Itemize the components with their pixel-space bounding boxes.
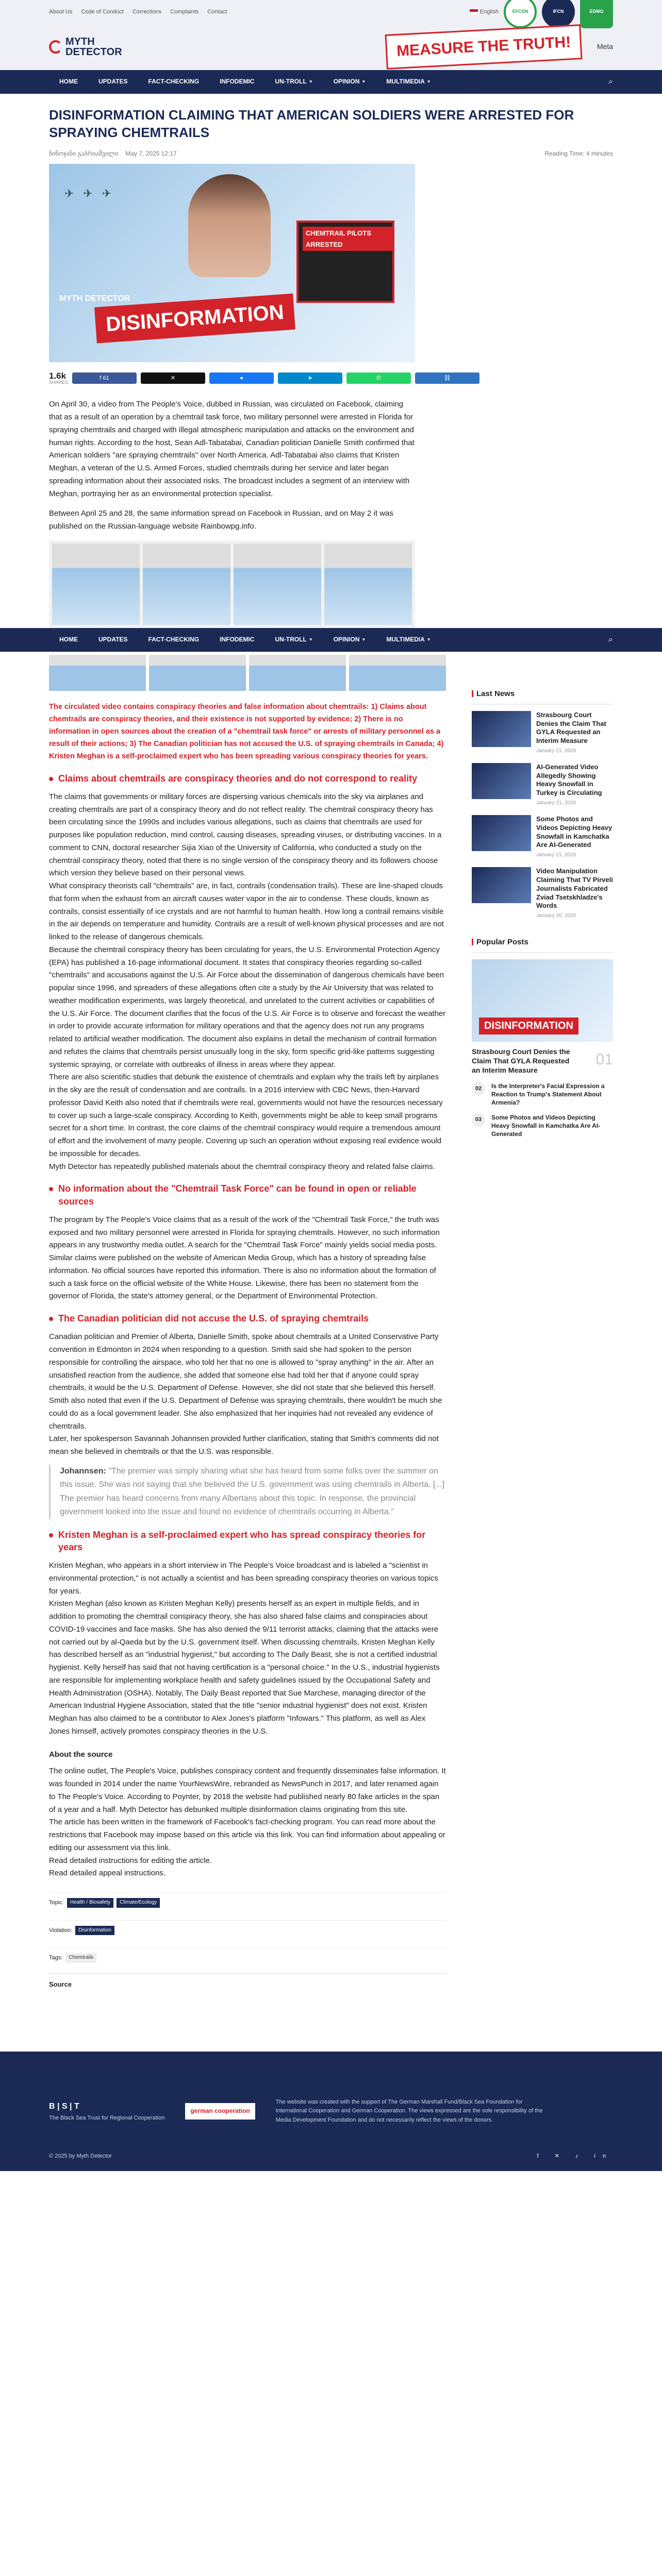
tag-chip[interactable]: Chemtrails (65, 1953, 96, 1963)
screenshot-collage (49, 655, 446, 691)
efcsn-badge[interactable]: EFCSN (504, 0, 537, 28)
popular-image[interactable]: DISINFORMATION (472, 959, 613, 1042)
chevron-down-icon: ▼ (308, 637, 313, 642)
paragraph: The article has been written in the framework of Facebook's fact-checking program. You can read more about the restrictions that Facebook may impose based on this article via this link. You can find information about appealing or editing our assessment via this link. (49, 1818, 445, 1852)
site-logo[interactable]: MYTH DETECTOR (49, 37, 122, 57)
jets-icon: ✈✈✈ (64, 187, 121, 200)
news-item[interactable]: AI-Generated Video Allegedly Showing Heavy Snowfall in Turkey is Circulating January 21, 2026 (472, 763, 613, 808)
article-meta (49, 149, 613, 159)
share-whatsapp[interactable]: ✆ (346, 372, 411, 384)
nav-multimedia[interactable]: MULTIMEDIA ▼ (386, 635, 431, 643)
hero-image (49, 164, 415, 362)
tv-frame: CHEMTRAIL PILOTS ARRESTED (296, 221, 394, 303)
date: May 7, 2025 12:17 (125, 149, 177, 157)
nav-opinion[interactable]: OPINION ▼ (333, 78, 366, 86)
screenshot-collage (49, 540, 415, 628)
search-icon[interactable]: ⌕ (608, 635, 613, 644)
link-complaints[interactable]: Complaints (170, 8, 199, 15)
edit-instructions[interactable]: Read detailed instructions for editing the article. (49, 1856, 212, 1865)
top-links (49, 7, 234, 16)
paragraph: Myth Detector has repeatedly published materials about the chemtrail conspiracy theory and related false claims. (49, 1162, 435, 1171)
news-item[interactable]: Video Manipulation Claiming That TV Pirveli Journalists Fabricated Zviad Tsetskhladze's Words January 20, 2026 (472, 867, 613, 921)
share-telegram[interactable]: ➤ (278, 372, 342, 384)
nav-opinion[interactable]: OPINION ▼ (333, 635, 366, 643)
popular-heading: Popular Posts (472, 936, 613, 953)
article-title: DISINFORMATION CLAIMING THAT AMERICAN SOLDIERS WERE ARRESTED FOR SPRAYING CHEMTRAILS (49, 107, 574, 140)
link-corrections[interactable]: Corrections (132, 8, 162, 15)
share-link[interactable]: ⛓ (415, 372, 479, 384)
news-item[interactable]: Strasbourg Court Denies the Claim That GYLA Requested an Interim Measure January 21, 2026 (472, 711, 613, 756)
share-bar (49, 371, 613, 385)
author[interactable]: ნინოჯანი გაბრიაშვილი (49, 149, 119, 157)
paragraph: Kristen Meghan (also known as Kristen Meghan Kelly) presents herself as an expert in multiple fields, and in addition to promoting the chemtrail conspiracy theory, she has also shared false claims and conspiracies about COVID-19 vaccines and face masks. She has also denied the 9/11 terrorist attacks, claiming that the attacks were not carried out by al-Qaeda but by the U.S. government itself. When discussing chemtrails, Kristen Meghan Kelly has described herself as an "industrial hygienist," but according to The Daily Beast, she is not a certified industrial hygienist. Kelly herself has said that not having certification is a "personal choice." In the U.S., industrial hygienists are responsible for implementing workplace health and safety guidelines issued by the Occupational Safety and Health Administration (OSHA). Notably, The Daily Beast reported that Sue Marchese, managing director of the American Industrial Hygiene Association, stated that the title "senior industrial hygienist" does not exist. Kristen Meghan has also claimed to be a contributor to Alex Jones's platform "Infowars." This platform, as well as Alex Jones himself, actively promotes conspiracy theories in the U.S. (49, 1599, 440, 1736)
paragraph: There are also scientific studies that debunk the existence of chemtrails and explain why the trails left by airplanes in the sky are the result of condensation and are contrails. In a 2016 interview with CBC News, then-Harvard professor David Keith also noted that if chemtrails were real, governments would not have the resources necessary to cover up such a large-scale conspiracy. According to Keith, governments might be able to keep small programs secret for a short time. In contrast, the core claims of the chemtrail conspiracy would require a tremendous amount of effort and the involvement of many people. Covering up such an operation without exposing real evidence would be impossible for decades. (49, 1073, 443, 1158)
chevron-down-icon: ▼ (361, 79, 366, 84)
chevron-down-icon: ▼ (361, 637, 366, 642)
section-heading: The Canadian politician did not accuse the U.S. of spraying chemtrails (49, 1312, 446, 1325)
appeal-instructions[interactable]: Read detailed appeal instructions. (49, 1869, 166, 1878)
paragraph: On April 30, a video from The People's Voice, dubbed in Russian, was circulated on Facebook, claiming that as a result of an operation by a chemtrail task force, two military personnel were arrested in Florida for spraying chemtrails and charged with illegal atmospheric manipulation and attacks on the environment and human rights. According to the host, Sean Adl-Tabatabai, Canadian politician Danielle Smith confirmed that American soldiers "are spraying chemtrails" over North America. Adl-Tabatabai also claims that Kristen Meghan, a veteran of the U.S. Armed Forces, studied chemtrails during her service and later began spreading information about their associated risks. The broadcast includes a segment of an interview with Meghan, portraying her as an environmental protection specialist. (49, 400, 415, 498)
popular-item[interactable]: Strasbourg Court Denies the Claim That GYLA Requested an Interim Measure 01 (472, 1047, 613, 1074)
paragraph: Because the chemtrail conspiracy theory has been circulating for years, the U.S. Environmental Protection Agency (EPA) has published a 16-page informational document. It states that conspiracy theories regarding so-called "chemtrails" and accusations against the U.S. Air Force about the dissemination of dangerous chemicals have been popular since 1996, and spreaders of these allegations often cite a study by the Air University that was related to weather modification experiments, was largely theoretical, and unrelated to the current activities or capabilities of the U.S. Air Force. The document clarifies that the focus of the U.S. Air Force is to observe and forecast the weather in order to provide accurate information for military operations and that the agency does not run any programs related to artificial weather modification. The document also explains in detail the mechanism of contrail formation and refutes the claims that chemtrails persist unusually long in the sky, form specific grid-like patterns suggesting systemic spraying, or correlate with outbreaks of illness in areas where they appear. (49, 945, 446, 1069)
main-nav (0, 70, 662, 94)
tags-row: Tags: Chemtrails (49, 1947, 446, 1963)
language-select[interactable]: English (470, 7, 499, 16)
nav-home[interactable]: HOME (59, 635, 78, 643)
topics-row: Topic: Health / Biosafety Climate/Ecology (49, 1892, 446, 1908)
bst-logo[interactable]: B | S | T The Black Sea Trust for Regional Cooperation (49, 2102, 165, 2122)
violation-chip[interactable]: Disinformation (75, 1926, 114, 1936)
chevron-down-icon: ▼ (426, 79, 431, 84)
share-messenger[interactable]: ● (209, 372, 274, 384)
paragraph: The program by The People's Voice claims that as a result of the work of the "Chemtrail Task Force," the truth was exposed and two military personnel were arrested in Florida for spraying chemtrails. However, no such information appears in any trustworthy media outlet. A search for the "Chemtrail Task Force" mainly yields social media posts. Similar claims were published on the website of American Media Group, which has a history of spreading false information. No official sources have reported this information. There is also no information about the formation of such a task force on the official website of the White House. Likewise, there has been no statement from the governor of Florida, the state's attorney general, or the Department of Environmental Protection. (49, 1215, 440, 1301)
logo-mark-icon (49, 40, 62, 54)
nav-updates[interactable]: UPDATES (98, 635, 128, 643)
ifcn-badge[interactable]: IFCN (542, 0, 575, 28)
edmo-badge[interactable]: EDMO (580, 0, 613, 28)
link-about[interactable]: About Us (49, 8, 73, 15)
nav-un-troll[interactable]: UN-TROLL ▼ (275, 635, 313, 643)
violation-row: Violation: Disinformation (49, 1920, 446, 1936)
paragraph: What conspiracy theorists call "chemtrails" are, in fact, contrails (condensation trails). These are line-shaped clouds that form when the exhaust from an aircraft causes water vapor in the air to condense. These clouds, known as contrails, consist essentially of ice crystals and are not harmful to human health. How long a contrail remains visible in the air depends on temperature and humidity. Contrails are a result of well-known physical processes and are not linked to the release of dangerous chemicals. (49, 882, 444, 942)
blockquote: Johannsen: "The premier was simply sharing what she has heard from some folks over the summer on this issue. She was not saying that she believed the U.S. government was using chemtrails in Alberta. [...] The premier has heard concerns from many Albertans about this topic. In response, the provincial government looked into the issue and found no evidence of chemtrails occurring in Alberta." (49, 1465, 446, 1519)
copyright: © 2025 by Myth Detector (49, 2153, 112, 2159)
last-news-heading: Last News (472, 688, 613, 705)
reading-time: Reading Time: 4 minutes (544, 149, 613, 157)
nav-home[interactable]: HOME (59, 78, 78, 86)
news-item[interactable]: Some Photos and Videos Depicting Heavy Snowfall in Kamchatka Are AI-Generated January 21, 2026 (472, 815, 613, 860)
nav-infodemic[interactable]: INFODEMIC (220, 78, 255, 86)
about-source-heading: About the source (49, 1750, 113, 1759)
paragraph: The claims that governments or military forces are dispersing various chemicals into the sky via airplanes and creating chemtrails are part of a conspiracy theory and do not reflect reality. The chemtrail conspiracy theory has been circulating since the 1990s and includes various allegations, such as claims that chemtrails are used for purposes like population reduction, mind control, causing diseases, spreading viruses, or distributing vaccines. In a comment to CNN, doctoral researcher Sijia Xiao of the University of California, who conducted a study on the chemtrail conspiracy theory, noted that there is no single version of the conspiracy theory and its followers choose which version they believe based on their personal views. (49, 792, 442, 878)
share-x[interactable]: ✕ (141, 372, 205, 384)
flag-icon (470, 9, 478, 14)
nav-fact-checking[interactable]: FACT-CHECKING (148, 78, 200, 86)
link-contact[interactable]: Contact (207, 8, 227, 15)
popular-item[interactable]: 02 Is the Interpreter's Facial Expression a Reaction to Trump's Statement About Armenia? (472, 1082, 613, 1107)
link-code[interactable]: Code of Conduct (81, 8, 124, 15)
sticky-nav (0, 628, 662, 652)
german-cooperation-logo[interactable]: german cooperation (185, 2103, 255, 2120)
person-image (188, 174, 271, 277)
section-heading: No information about the "Chemtrail Task Force" can be found in open or reliable sources (49, 1182, 446, 1208)
footer-text: The website was created with the support of The German Marshall Fund/Black Sea Foundation for International Cooperation and German Cooperation. The views expressed are the sole responsibility of the Media Development Foundation and do not necessarily reflect the views of the donors. (275, 2098, 543, 2123)
watermark-logo: MYTH DETECTOR (59, 294, 130, 303)
nav-un-troll[interactable]: UN-TROLL ▼ (275, 78, 313, 86)
chevron-down-icon: ▼ (426, 637, 431, 642)
summary: The circulated video contains conspiracy theories and false information about chemtrails: 1) Claims about chemtrails are conspiracy theories, and their existence is not supported by evidence; 2) There is no information in open sources about the creation of a "chemtrail task force" or arrests of military personnel as a result of their actions; 3) The Canadian politician has not accused the U.S. of spraying chemtrails in Canada; 4) Kristen Meghan is a self-proclaimed expert who has been spreading various conspiracy theories for years. (49, 702, 444, 760)
chevron-down-icon: ▼ (308, 79, 313, 84)
share-count: 1.6k SHARES (49, 371, 69, 385)
section-heading: Kristen Meghan is a self-proclaimed expert who has spread conspiracy theories for years (49, 1529, 446, 1554)
share-facebook[interactable]: f 61 (72, 372, 137, 384)
nav-updates[interactable]: UPDATES (98, 78, 128, 86)
site-header (0, 24, 662, 70)
top-bar (0, 0, 662, 24)
topic-chip[interactable]: Climate/Ecology (117, 1898, 160, 1908)
sidebar (472, 652, 613, 1990)
source-heading: Source (49, 1973, 446, 1990)
site-footer (0, 2052, 662, 2171)
nav-fact-checking[interactable]: FACT-CHECKING (148, 635, 200, 643)
nav-multimedia[interactable]: MULTIMEDIA ▼ (386, 78, 431, 86)
paragraph: The online outlet, The People's Voice, publishes conspiracy content and frequently disseminates false information. It was founded in 2014 under the name YourNewsWire, rebranded as NewsPunch in 2017, and later renamed again to The People's Voice. According to Poynter, by 2018 the website had published nearly 80 fake articles in the span of a year and a half. Myth Detector has debunked multiple disinformation claims originating from this site. (49, 1767, 446, 1814)
paragraph: Later, her spokesperson Savannah Johannsen provided further clarification, stating that Smith's comments did not mean she believed in chemtrails or that the U.S. was responsible. (49, 1434, 439, 1456)
paragraph: Between April 25 and 28, the same information spread on Facebook in Russian, and on May 2 it was published on the Russian-language website Rainbowpg.info. (49, 509, 393, 531)
paragraph: Kristen Meghan, who appears in a short interview in The People's Voice broadcast and is labeled a "scientist in environmental protection," is not actually a scientist and has been spreading conspiracy theories on various topics for years. (49, 1561, 438, 1596)
paragraph: Canadian politician and Premier of Alberta, Danielle Smith, spoke about chemtrails at a United Conservative Party convention in Edmonton in 2024 when responding to a question. Smith said she had spoken to the person responsible for controlling the airspace, who told her that no one is allowed to "spray anything" in the air. After an unsatisfied reaction from the audience, she added that someone else had told her that if anyone could spray chemtrails, it would be the U.S. Department of Defense. However, she did not state that she believed this herself. Smith also noted that even if the U.S. Department of Defense was spraying chemtrails, there wouldn't be much she could do as a local government leader. She also emphasized that her inquiries had not revealed any evidence of chemtrails. (49, 1332, 442, 1431)
topic-chip[interactable]: Health / Biosafety (67, 1898, 113, 1908)
section-heading: Claims about chemtrails are conspiracy theories and do not correspond to reality (49, 772, 446, 785)
social-icons[interactable]: f ✕ ♪ in (537, 2153, 613, 2159)
popular-item[interactable]: 03 Some Photos and Videos Depicting Heavy Snowfall in Kamchatka Are AI-Generated (472, 1113, 613, 1139)
search-icon[interactable]: ⌕ (608, 77, 613, 86)
measure-truth-banner[interactable]: MEASURE THE TRUTH! (385, 24, 582, 69)
disinformation-stamp: DISINFORMATION (94, 294, 295, 344)
meta-logo: Meta (597, 42, 613, 51)
nav-infodemic[interactable]: INFODEMIC (220, 635, 255, 643)
